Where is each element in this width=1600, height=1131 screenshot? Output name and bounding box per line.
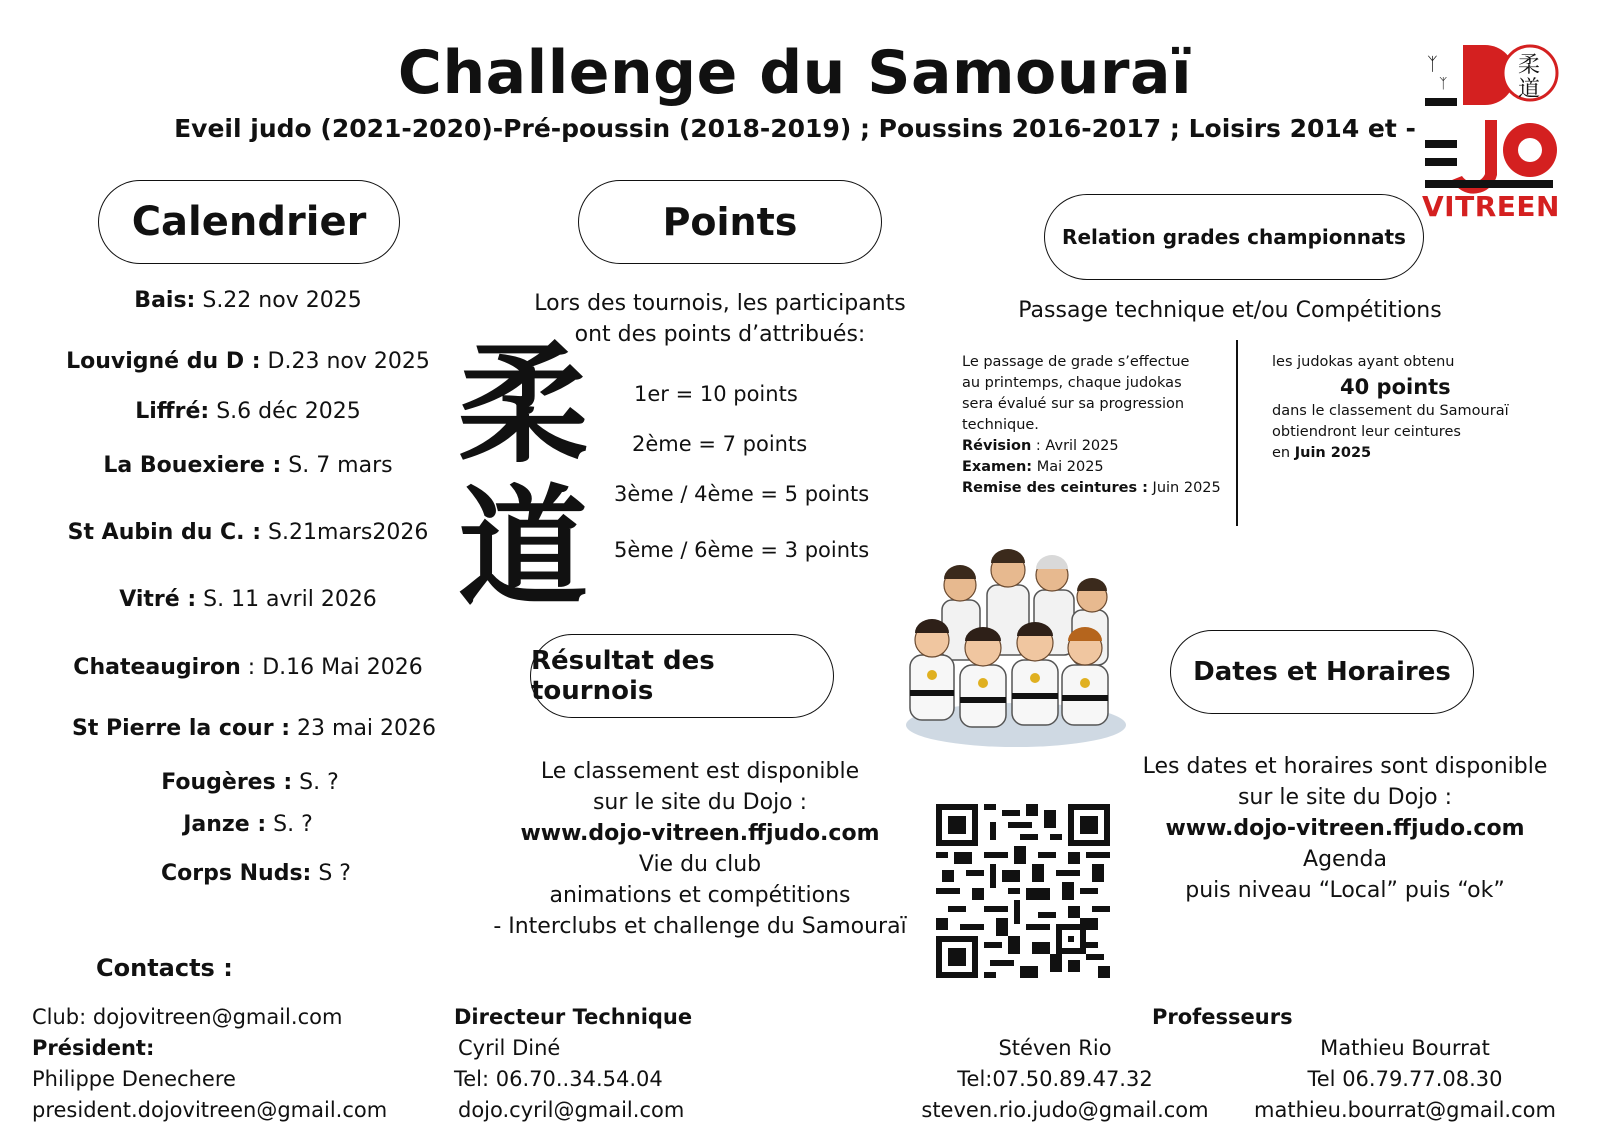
page-title: Challenge du Samouraï: [397, 38, 1193, 108]
event-date: S. ?: [292, 770, 339, 795]
svg-text:ᛉ: ᛉ: [1427, 54, 1438, 75]
points-heading: [578, 180, 882, 264]
contacts-heading: Contacts :: [96, 954, 233, 982]
grades-right-line: dans le classement du Samouraï: [1272, 403, 1509, 419]
calendar-event-liffre: [18, 399, 478, 424]
horaires-line: puis niveau “Local” puis “ok”: [1185, 878, 1505, 903]
event-date: S.6 déc 2025: [209, 399, 361, 424]
grades-right-line: les judokas ayant obtenu: [1272, 354, 1455, 370]
logo-kanji-top: 柔: [1518, 53, 1541, 78]
resultats-line: Vie du club: [638, 852, 762, 877]
calendar-event-bais: [18, 288, 478, 313]
points-item: 5ème / 6ème = 3 points: [614, 538, 870, 562]
contacts-prof2-column: [1245, 1033, 1565, 1126]
prof2-name: Mathieu Bourrat: [1320, 1036, 1490, 1060]
contacts-prof1-column: [920, 1033, 1210, 1126]
dt-name: Cyril Diné: [458, 1036, 561, 1060]
event-date: : D.16 Mai 2026: [240, 655, 423, 680]
grades-right-line: obtiendront leur ceintures: [1272, 424, 1461, 440]
prof2-email[interactable]: mathieu.bourrat@gmail.com: [1254, 1098, 1556, 1122]
dt-email[interactable]: dojo.cyril@gmail.com: [458, 1098, 685, 1122]
prof1-tel: Tel:07.50.89.47.32: [957, 1067, 1153, 1091]
resultats-line: sur le site du Dojo :: [592, 790, 808, 815]
grades-right-text: [1272, 352, 1562, 464]
horaires-line: sur le site du Dojo :: [1237, 785, 1453, 810]
resultats-line: Le classement est disponible: [540, 759, 860, 784]
event-date: S.22 nov 2025: [195, 288, 362, 313]
grades-revision: [962, 436, 1227, 457]
event-date: D.23 nov 2025: [260, 349, 430, 374]
calendrier-heading: [98, 180, 400, 264]
grades-heading-text: Relation grades championnats: [1062, 225, 1406, 249]
judo-kanji-do: 道: [458, 471, 589, 624]
event-place: La Bouexiere :: [103, 453, 282, 478]
event-date: S. 7 mars: [281, 453, 393, 478]
club-label: Club:: [32, 1005, 93, 1029]
points-intro-line: ont des points d’attribués:: [574, 322, 866, 347]
points-item: 1er = 10 points: [634, 382, 798, 406]
event-place: St Pierre la cour :: [71, 716, 291, 741]
horaires-line: Agenda: [1303, 847, 1387, 872]
event-date: S. ?: [266, 812, 313, 837]
remise-value: Juin 2025: [1147, 480, 1221, 496]
calendar-event-corps-nuds: [26, 861, 486, 886]
grades-line: technique.: [962, 417, 1039, 433]
dt-tel: Tel: 06.70..34.54.04: [454, 1067, 663, 1091]
event-place: Bais:: [134, 288, 196, 313]
grades-left-text: [962, 352, 1227, 499]
grades-line: Le passage de grade s’effectue: [962, 354, 1190, 370]
calendar-event-bouexiere: [18, 453, 478, 478]
horaires-line: Les dates et horaires sont disponible: [1142, 754, 1548, 779]
resultats-url-link[interactable]: www.dojo-vitreen.ffjudo.com: [520, 821, 880, 846]
event-place: St Aubin du C. :: [67, 520, 261, 545]
contacts-club-column: [32, 1002, 387, 1126]
event-place: Liffré:: [135, 399, 210, 424]
judo-kids-illustration: [902, 545, 1130, 750]
horaires-heading: [1170, 630, 1474, 714]
calendar-event-vitre: [18, 587, 478, 612]
event-date: S.21mars2026: [261, 520, 429, 545]
resultats-line: - Interclubs et challenge du Samouraï: [493, 914, 907, 939]
grades-examen: [962, 457, 1227, 478]
horaires-heading-text: Dates et Horaires: [1193, 657, 1451, 687]
event-date: S ?: [311, 861, 351, 886]
remise-label: Remise des ceintures :: [962, 480, 1148, 496]
calendar-event-janze: [18, 812, 478, 837]
event-place: Janze :: [183, 812, 267, 837]
grades-right-points: 40 points: [1340, 375, 1451, 399]
examen-label: Examen:: [962, 459, 1033, 475]
calendar-event-chateaugiron: [18, 655, 478, 680]
event-place: Vitré :: [119, 587, 197, 612]
prof2-tel: Tel 06.79.77.08.30: [1307, 1067, 1503, 1091]
points-item: 3ème / 4ème = 5 points: [614, 482, 870, 506]
grades-heading: [1044, 194, 1424, 280]
president-name: Philippe Denechere: [32, 1067, 236, 1091]
event-date: S. 11 avril 2026: [196, 587, 377, 612]
president-email[interactable]: president.dojovitreen@gmail.com: [32, 1098, 388, 1122]
event-place: Fougères :: [161, 770, 293, 795]
judo-kanji-ju: 柔: [458, 328, 589, 481]
horaires-text: [1115, 751, 1575, 906]
revision-value: : Avril 2025: [1031, 438, 1119, 454]
club-email[interactable]: dojovitreen@gmail.com: [92, 1005, 343, 1029]
calendar-event-st-aubin: [18, 520, 478, 545]
dt-label: Directeur Technique: [454, 1005, 693, 1029]
event-place: Corps Nuds:: [161, 861, 312, 886]
event-place: Louvigné du D :: [66, 349, 261, 374]
grades-right-line: [1272, 443, 1562, 464]
resultats-heading-text: Résultat des tournois: [531, 646, 715, 706]
resultats-heading: [530, 634, 834, 718]
prof1-name: Stéven Rio: [998, 1036, 1112, 1060]
calendar-event-louvigne: [18, 349, 478, 374]
grades-remise: [962, 478, 1227, 499]
revision-label: Révision: [962, 438, 1032, 454]
grades-right-bold: Juin 2025: [1294, 445, 1372, 461]
calendar-event-st-pierre: [24, 716, 484, 741]
grades-line: au printemps, chaque judokas: [962, 375, 1182, 391]
points-heading-text: Points: [662, 200, 798, 244]
president-label: Président:: [32, 1036, 155, 1060]
club-row: [32, 1002, 387, 1033]
resultats-text: [480, 756, 920, 942]
examen-value: Mai 2025: [1032, 459, 1104, 475]
page-subtitle: Eveil judo (2021-2020)-Pré-poussin (2018-2019) ; Poussins 2016-2017 ; Loisirs 2014 et -: [174, 114, 1416, 143]
horaires-url-link[interactable]: www.dojo-vitreen.ffjudo.com: [1165, 816, 1525, 841]
dojo-vitreen-logo: [1422, 40, 1565, 225]
contacts-dt-column: [454, 1002, 692, 1126]
calendar-event-fougeres: [20, 770, 480, 795]
resultats-line: animations et compétitions: [549, 883, 851, 908]
points-item: 2ème = 7 points: [632, 432, 808, 456]
points-intro-line: Lors des tournois, les participants: [534, 291, 906, 316]
calendrier-heading-text: Calendrier: [131, 199, 367, 245]
prof-label: Professeurs: [1152, 1005, 1293, 1029]
prof1-email[interactable]: steven.rio.judo@gmail.com: [921, 1098, 1209, 1122]
grades-line: sera évalué sur sa progression: [962, 396, 1185, 412]
logo-word: VITREEN: [1422, 190, 1560, 223]
qr-code[interactable]: [936, 804, 1110, 978]
logo-kanji-bottom: 道: [1518, 77, 1541, 102]
event-date: 23 mai 2026: [290, 716, 437, 741]
grades-right-pre: en: [1272, 445, 1295, 461]
event-place: Chateaugiron: [73, 655, 241, 680]
grades-subheading: Passage technique et/ou Compétitions: [1018, 298, 1442, 323]
grades-divider: [1236, 340, 1238, 526]
svg-text:ᛉ: ᛉ: [1439, 76, 1448, 92]
